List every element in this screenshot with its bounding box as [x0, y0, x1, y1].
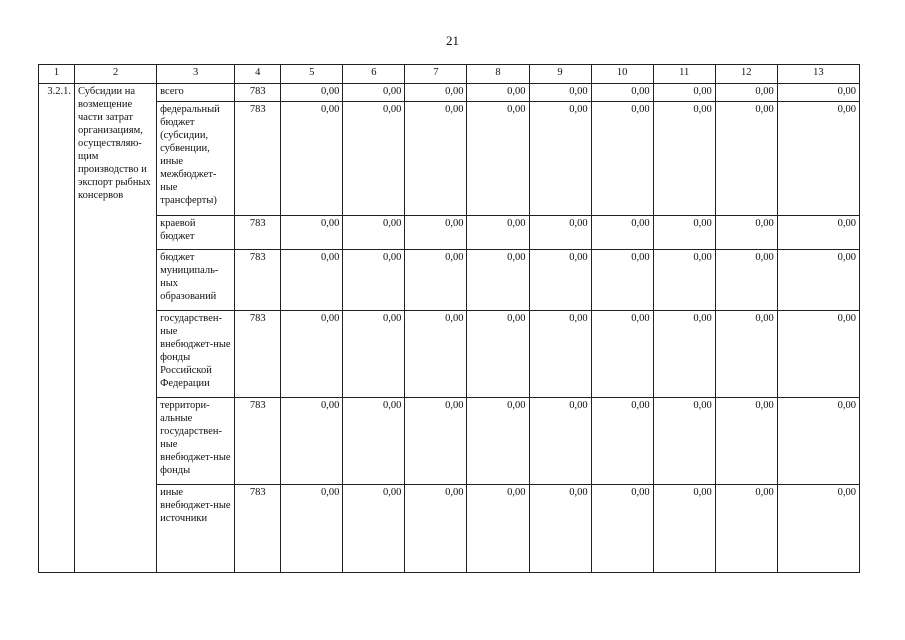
- column-header: 9: [529, 65, 591, 84]
- amount-cell: 0,00: [653, 250, 715, 311]
- amount-cell: 0,00: [343, 216, 405, 250]
- amount-cell: 0,00: [281, 311, 343, 398]
- column-header: 6: [343, 65, 405, 84]
- funding-source: краевой бюджет: [157, 216, 235, 250]
- amount-cell: 0,00: [653, 311, 715, 398]
- funding-source: территори-альные государствен-ные внебюджет-ные фонды: [157, 398, 235, 485]
- funding-source: государствен-ные внебюджет-ные фонды Российской Федерации: [157, 311, 235, 398]
- amount-cell: 0,00: [343, 84, 405, 102]
- amount-cell: 0,00: [653, 84, 715, 102]
- table-row: [39, 102, 860, 216]
- column-header: 11: [653, 65, 715, 84]
- amount-cell: 0,00: [405, 250, 467, 311]
- table-row: [39, 485, 860, 573]
- table-row: [39, 250, 860, 311]
- amount-cell: 0,00: [343, 398, 405, 485]
- budget-code: 783: [235, 311, 281, 398]
- amount-cell: 0,00: [777, 250, 859, 311]
- amount-cell: 0,00: [405, 311, 467, 398]
- amount-cell: 0,00: [467, 102, 529, 216]
- amount-cell: 0,00: [529, 102, 591, 216]
- amount-cell: 0,00: [591, 250, 653, 311]
- funding-source: федеральный бюджет (субсидии, субвенции, иные межбюджет-ные трансферты): [157, 102, 235, 216]
- funding-source: иные внебюджет-ные источники: [157, 485, 235, 573]
- amount-cell: 0,00: [653, 485, 715, 573]
- funding-source: всего: [157, 84, 235, 102]
- table-row: [39, 398, 860, 485]
- amount-cell: 0,00: [529, 485, 591, 573]
- amount-cell: 0,00: [281, 216, 343, 250]
- column-header: 12: [715, 65, 777, 84]
- table-row: [39, 84, 860, 102]
- amount-cell: 0,00: [715, 485, 777, 573]
- column-header: 3: [157, 65, 235, 84]
- amount-cell: 0,00: [777, 84, 859, 102]
- column-header: 2: [75, 65, 157, 84]
- budget-code: 783: [235, 485, 281, 573]
- amount-cell: 0,00: [281, 84, 343, 102]
- row-name: Субсидии на возмещение части затрат организациям, осуществляю-щим производство и экспорт рыбных консервов: [75, 84, 157, 573]
- table-row: [39, 216, 860, 250]
- table-row: [39, 311, 860, 398]
- amount-cell: 0,00: [405, 485, 467, 573]
- amount-cell: 0,00: [715, 216, 777, 250]
- amount-cell: 0,00: [467, 250, 529, 311]
- column-header: 4: [235, 65, 281, 84]
- amount-cell: 0,00: [529, 311, 591, 398]
- amount-cell: 0,00: [653, 398, 715, 485]
- amount-cell: 0,00: [529, 398, 591, 485]
- header-row: [39, 65, 860, 84]
- amount-cell: 0,00: [777, 102, 859, 216]
- amount-cell: 0,00: [343, 311, 405, 398]
- amount-cell: 0,00: [715, 311, 777, 398]
- column-header: 8: [467, 65, 529, 84]
- amount-cell: 0,00: [591, 485, 653, 573]
- amount-cell: 0,00: [715, 398, 777, 485]
- budget-code: 783: [235, 216, 281, 250]
- amount-cell: 0,00: [777, 216, 859, 250]
- amount-cell: 0,00: [405, 84, 467, 102]
- amount-cell: 0,00: [467, 216, 529, 250]
- amount-cell: 0,00: [529, 216, 591, 250]
- amount-cell: 0,00: [529, 250, 591, 311]
- amount-cell: 0,00: [715, 250, 777, 311]
- amount-cell: 0,00: [591, 84, 653, 102]
- budget-code: 783: [235, 398, 281, 485]
- amount-cell: 0,00: [405, 398, 467, 485]
- budget-code: 783: [235, 250, 281, 311]
- amount-cell: 0,00: [467, 398, 529, 485]
- page-number: 21: [446, 33, 459, 48]
- amount-cell: 0,00: [653, 216, 715, 250]
- amount-cell: 0,00: [715, 102, 777, 216]
- amount-cell: 0,00: [343, 250, 405, 311]
- amount-cell: 0,00: [777, 398, 859, 485]
- amount-cell: 0,00: [777, 311, 859, 398]
- amount-cell: 0,00: [467, 311, 529, 398]
- amount-cell: 0,00: [467, 84, 529, 102]
- amount-cell: 0,00: [343, 485, 405, 573]
- amount-cell: 0,00: [777, 485, 859, 573]
- amount-cell: 0,00: [591, 311, 653, 398]
- column-header: 7: [405, 65, 467, 84]
- amount-cell: 0,00: [715, 84, 777, 102]
- amount-cell: 0,00: [343, 102, 405, 216]
- amount-cell: 0,00: [591, 102, 653, 216]
- table-body: [39, 84, 860, 573]
- column-header: 1: [39, 65, 75, 84]
- funding-source: бюджет муниципаль-ных образований: [157, 250, 235, 311]
- amount-cell: 0,00: [281, 485, 343, 573]
- amount-cell: 0,00: [591, 398, 653, 485]
- budget-table: [38, 64, 860, 573]
- amount-cell: 0,00: [591, 216, 653, 250]
- amount-cell: 0,00: [281, 102, 343, 216]
- amount-cell: 0,00: [405, 216, 467, 250]
- row-code: 3.2.1.: [39, 84, 75, 573]
- amount-cell: 0,00: [281, 398, 343, 485]
- amount-cell: 0,00: [467, 485, 529, 573]
- amount-cell: 0,00: [405, 102, 467, 216]
- budget-code: 783: [235, 102, 281, 216]
- column-header: 13: [777, 65, 859, 84]
- amount-cell: 0,00: [529, 84, 591, 102]
- column-header: 5: [281, 65, 343, 84]
- amount-cell: 0,00: [281, 250, 343, 311]
- budget-code: 783: [235, 84, 281, 102]
- amount-cell: 0,00: [653, 102, 715, 216]
- column-header: 10: [591, 65, 653, 84]
